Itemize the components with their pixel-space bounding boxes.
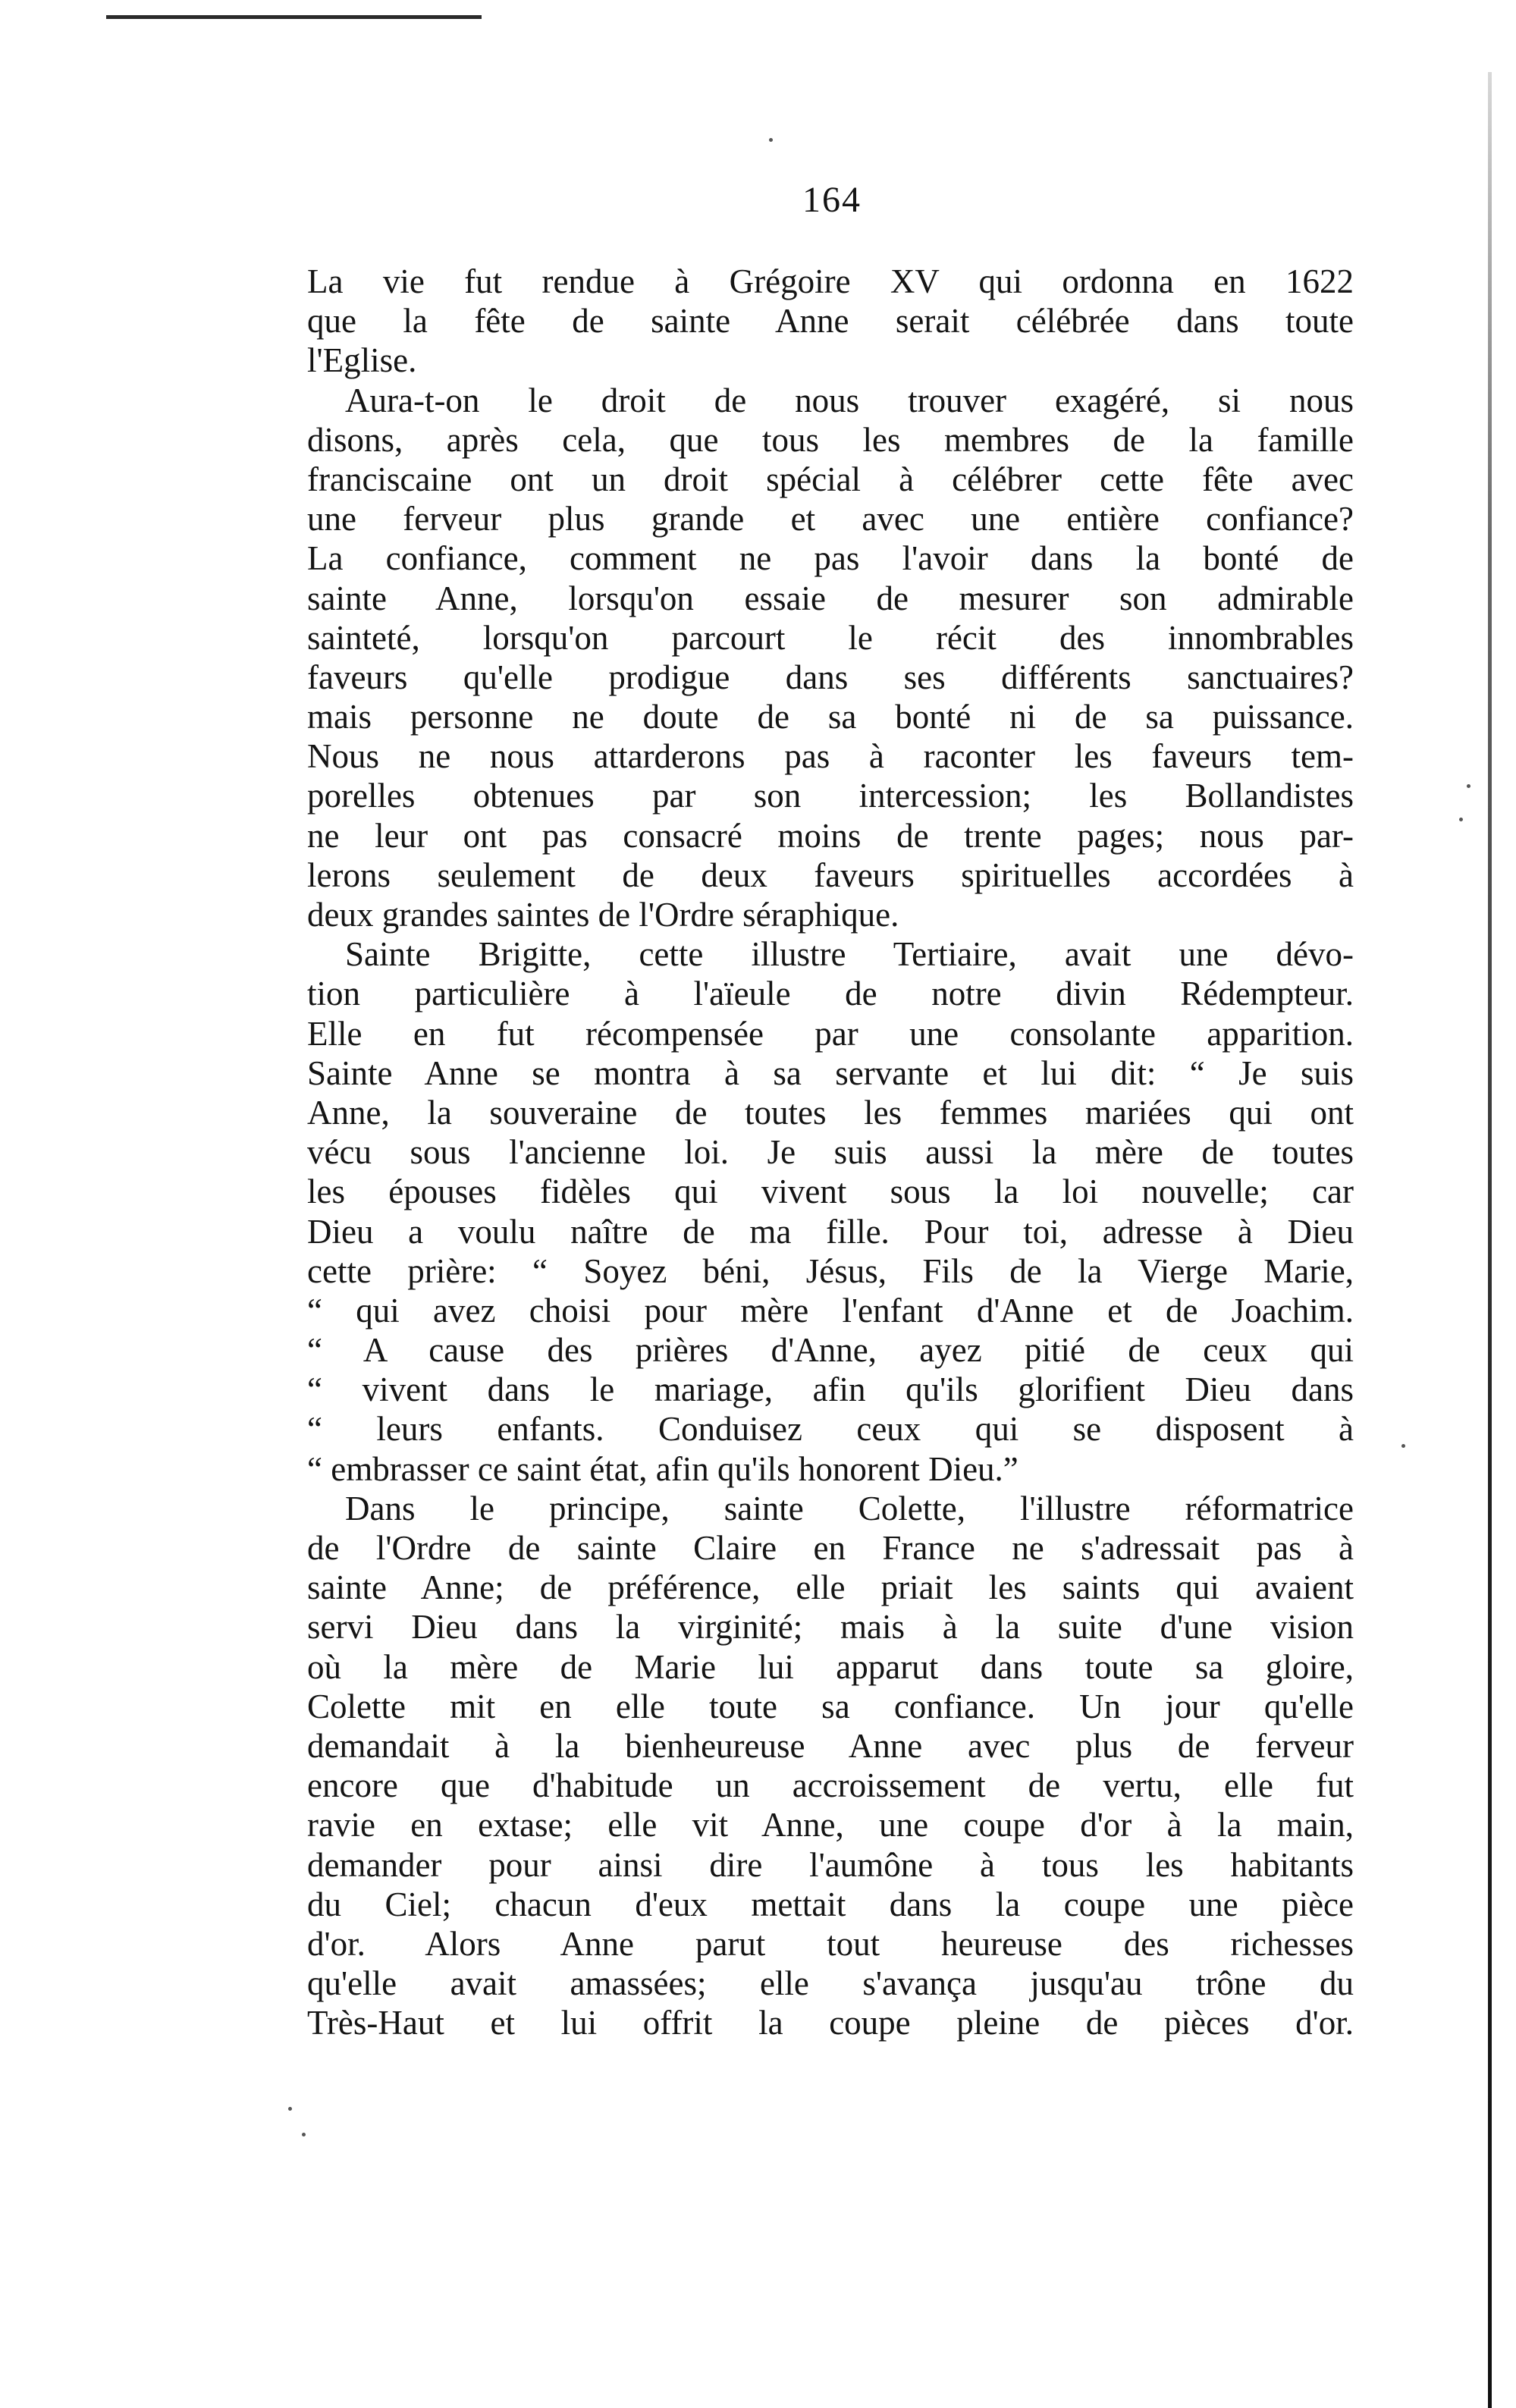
text-line: vécu sous l'ancienne loi. Je suis aussi la mère de toutes [307, 1133, 1354, 1172]
text-line: servi Dieu dans la virginité; mais à la suite d'une vision [307, 1608, 1354, 1647]
text-line: qu'elle avait amassées; elle s'avança jusqu'au trône du [307, 1964, 1354, 2003]
text-line: porelles obtenues par son intercession; les Bollandistes [307, 777, 1354, 815]
page-edge-line [1488, 72, 1492, 2408]
text-line: Sainte Brigitte, cette illustre Tertiaire, avait une dévo- [345, 935, 1354, 974]
text-line: tion particulière à l'aïeule de notre divin Rédempteur. [307, 975, 1354, 1013]
text-line: Nous ne nous attarderons pas à raconter les faveurs tem- [307, 737, 1354, 776]
top-rule [106, 15, 482, 19]
text-line: “ qui avez choisi pour mère l'enfant d'Anne et de Joachim. [307, 1291, 1354, 1330]
text-line: du Ciel; chacun d'eux mettait dans la coupe une pièce [307, 1885, 1354, 1923]
speck [302, 2133, 306, 2136]
text-line: demandait à la bienheureuse Anne avec plus de ferveur [307, 1726, 1354, 1765]
text-line: sainte Anne; de préférence, elle priait les saints qui avaient [307, 1568, 1354, 1607]
text-line: ne leur ont pas consacré moins de trente pages; nous par- [307, 816, 1354, 855]
text-line: que la fête de sainte Anne serait célébrée dans toute [307, 302, 1354, 341]
text-line: faveurs qu'elle prodigue dans ses différents sanctuaires? [307, 658, 1354, 696]
speck [769, 138, 773, 142]
speck [1467, 784, 1470, 788]
text-line: d'or. Alors Anne parut tout heureuse des richesses [307, 1924, 1354, 1963]
text-line: mais personne ne doute de sa bonté ni de sa puissance. [307, 698, 1354, 736]
text-line: sainte Anne, lorsqu'on essaie de mesurer son admirable [307, 579, 1354, 617]
text-line: Elle en fut récompensée par une consolante apparition. [307, 1014, 1354, 1053]
speck [1401, 1444, 1405, 1448]
text-line: demander pour ainsi dire l'aumône à tous les habitants [307, 1845, 1354, 1884]
text-line: franciscaine ont un droit spécial à célébrer cette fête avec [307, 460, 1354, 498]
text-line: les épouses fidèles qui vivent sous la loi nouvelle; car [307, 1173, 1354, 1211]
text-line: Dans le principe, sainte Colette, l'illustre réformatrice [345, 1489, 1354, 1527]
text-line: “ A cause des prières d'Anne, ayez pitié de ceux qui [307, 1331, 1354, 1370]
text-line: Très-Haut et lui offrit la coupe pleine de pièces d'or. [307, 2004, 1354, 2042]
text-line: ravie en extase; elle vit Anne, une coupe d'or à la main, [307, 1806, 1354, 1844]
text-line: où la mère de Marie lui apparut dans toute sa gloire, [307, 1647, 1354, 1686]
text-line: “ vivent dans le mariage, afin qu'ils glorifient Dieu dans [307, 1370, 1354, 1409]
text-line: lerons seulement de deux faveurs spirituelles accordées à [307, 856, 1354, 894]
text-line: “ embrasser ce saint état, afin qu'ils honorent Dieu.” [307, 1449, 1019, 1488]
body-text [307, 262, 1354, 2042]
text-line: Dieu a voulu naître de ma fille. Pour toi, adresse à Dieu [307, 1212, 1354, 1251]
text-line: disons, après cela, que tous les membres de la famille [307, 420, 1354, 459]
text-line: une ferveur plus grande et avec une entière confiance? [307, 500, 1354, 538]
text-line: “ leurs enfants. Conduisez ceux qui se disposent à [307, 1410, 1354, 1449]
text-line: La confiance, comment ne pas l'avoir dans la bonté de [307, 539, 1354, 578]
text-line: sainteté, lorsqu'on parcourt le récit des innombrables [307, 618, 1354, 657]
text-line: Sainte Anne se montra à sa servante et lui dit: “ Je suis [307, 1053, 1354, 1092]
page-number: 164 [802, 180, 862, 220]
text-line: l'Eglise. [307, 341, 417, 380]
text-line: cette prière: “ Soyez béni, Jésus, Fils de la Vierge Marie, [307, 1251, 1354, 1290]
text-line: deux grandes saintes de l'Ordre séraphique. [307, 896, 899, 934]
text-line: encore que d'habitude un accroissement de vertu, elle fut [307, 1766, 1354, 1805]
text-line: Colette mit en elle toute sa confiance. Un jour qu'elle [307, 1687, 1354, 1725]
text-line: Aura-t-on le droit de nous trouver exagéré, si nous [345, 381, 1354, 419]
text-line: La vie fut rendue à Grégoire XV qui ordonna en 1622 [307, 262, 1354, 300]
speck [1459, 818, 1463, 821]
text-line: Anne, la souveraine de toutes les femmes mariées qui ont [307, 1093, 1354, 1132]
speck [288, 2107, 292, 2111]
text-line: de l'Ordre de sainte Claire en France ne s'adressait pas à [307, 1529, 1354, 1567]
